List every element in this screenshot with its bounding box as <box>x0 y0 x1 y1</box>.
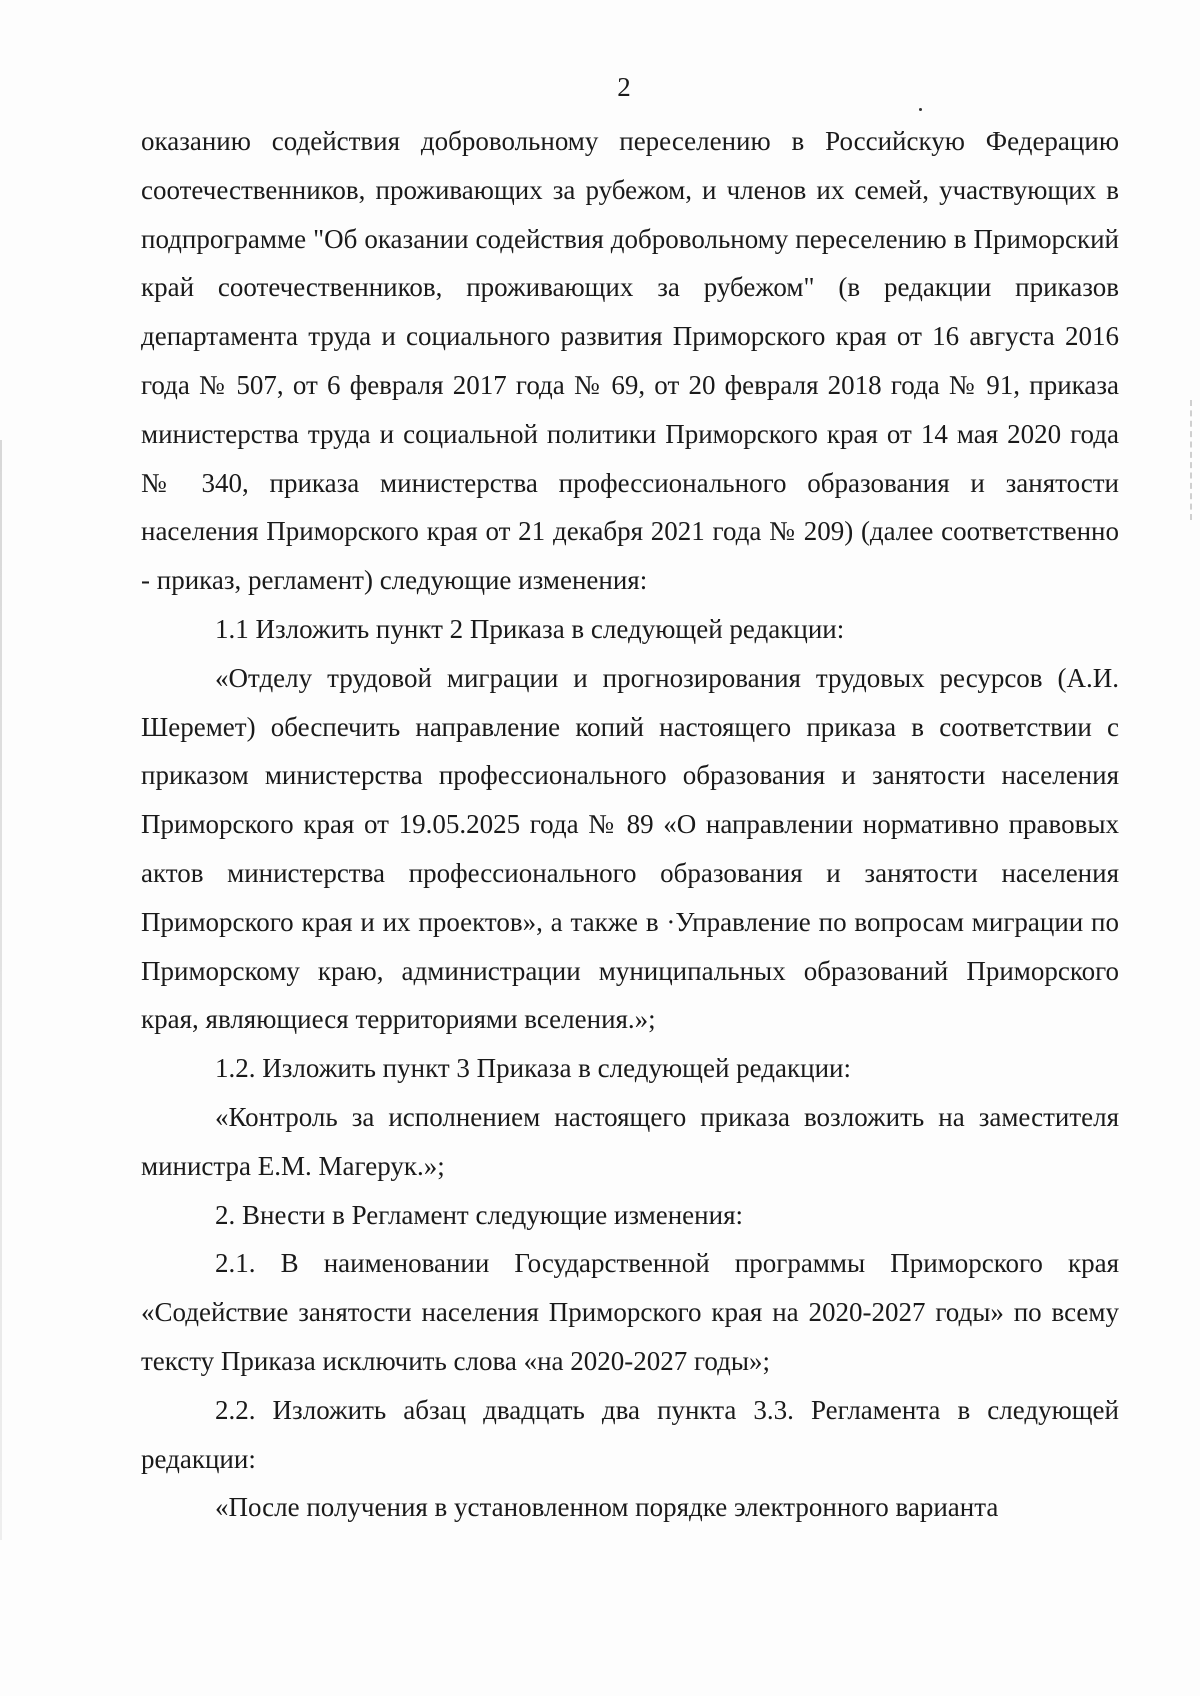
document-body <box>141 117 1119 1532</box>
paragraph: «Отделу трудовой миграции и прогнозирования трудовых ресурсов (А.И. Шеремет) обеспечить направление копий настоящего приказа в соответствии с приказом министерства профессионального образования и занятости населения Приморского края от 19.05.2025 года № 89 «О направлении нормативно правовых актов министерства профессионального образования и занятости населения Приморского края и их проектов», а также в ·Управление по вопросам миграции по Приморскому краю, администрации муниципальных образований Приморского края, являющиеся территориями вселения.»; <box>141 662 1119 1035</box>
paragraph: 1.1 Изложить пункт 2 Приказа в следующей редакции: <box>215 613 845 644</box>
scan-edge-shadow <box>0 440 2 1540</box>
paragraph: 2. Внести в Регламент следующие изменения: <box>215 1199 743 1230</box>
page-number: 2 <box>617 72 631 102</box>
paragraph: «Контроль за исполнением настоящего приказа возложить на заместителя министра Е.М. Магерук.»; <box>141 1101 1119 1181</box>
scan-artifact-dot <box>919 108 922 111</box>
paragraph: 2.2. Изложить абзац двадцать два пункта 3.3. Регламента в следующей редакции: <box>141 1394 1119 1474</box>
paragraph: оказанию содействия добровольному переселению в Российскую Федерацию соотечественников, проживающих за рубежом, и членов их семей, участвующих в подпрограмме "Об оказании содействия добровольному переселению в Приморский край соотечественников, проживающих за рубежом" (в редакции приказов департамента труда и социального развития Приморского края от 16 августа 2016 года № 507, от 6 февраля 2017 года № 69, от 20 февраля 2018 года № 91, приказа министерства труда и социальной политики Приморского края от 14 мая 2020 года № 340, приказа министерства профессионального образования и занятости населения Приморского края от 21 декабря 2021 года № 209) (далее соответственно - приказ, регламент) следующие изменения: <box>141 126 1119 596</box>
scan-edge-marks <box>1188 400 1192 520</box>
paragraph: 2.1. В наименовании Государственной программы Приморского края «Содействие занятости населения Приморского края на 2020-2027 годы» по всему тексту Приказа исключить слова «на 2020-2027 годы»; <box>141 1248 1119 1376</box>
paragraph: «После получения в установленном порядке электронного варианта <box>215 1492 999 1523</box>
paragraph: 1.2. Изложить пункт 3 Приказа в следующей редакции: <box>215 1053 851 1084</box>
